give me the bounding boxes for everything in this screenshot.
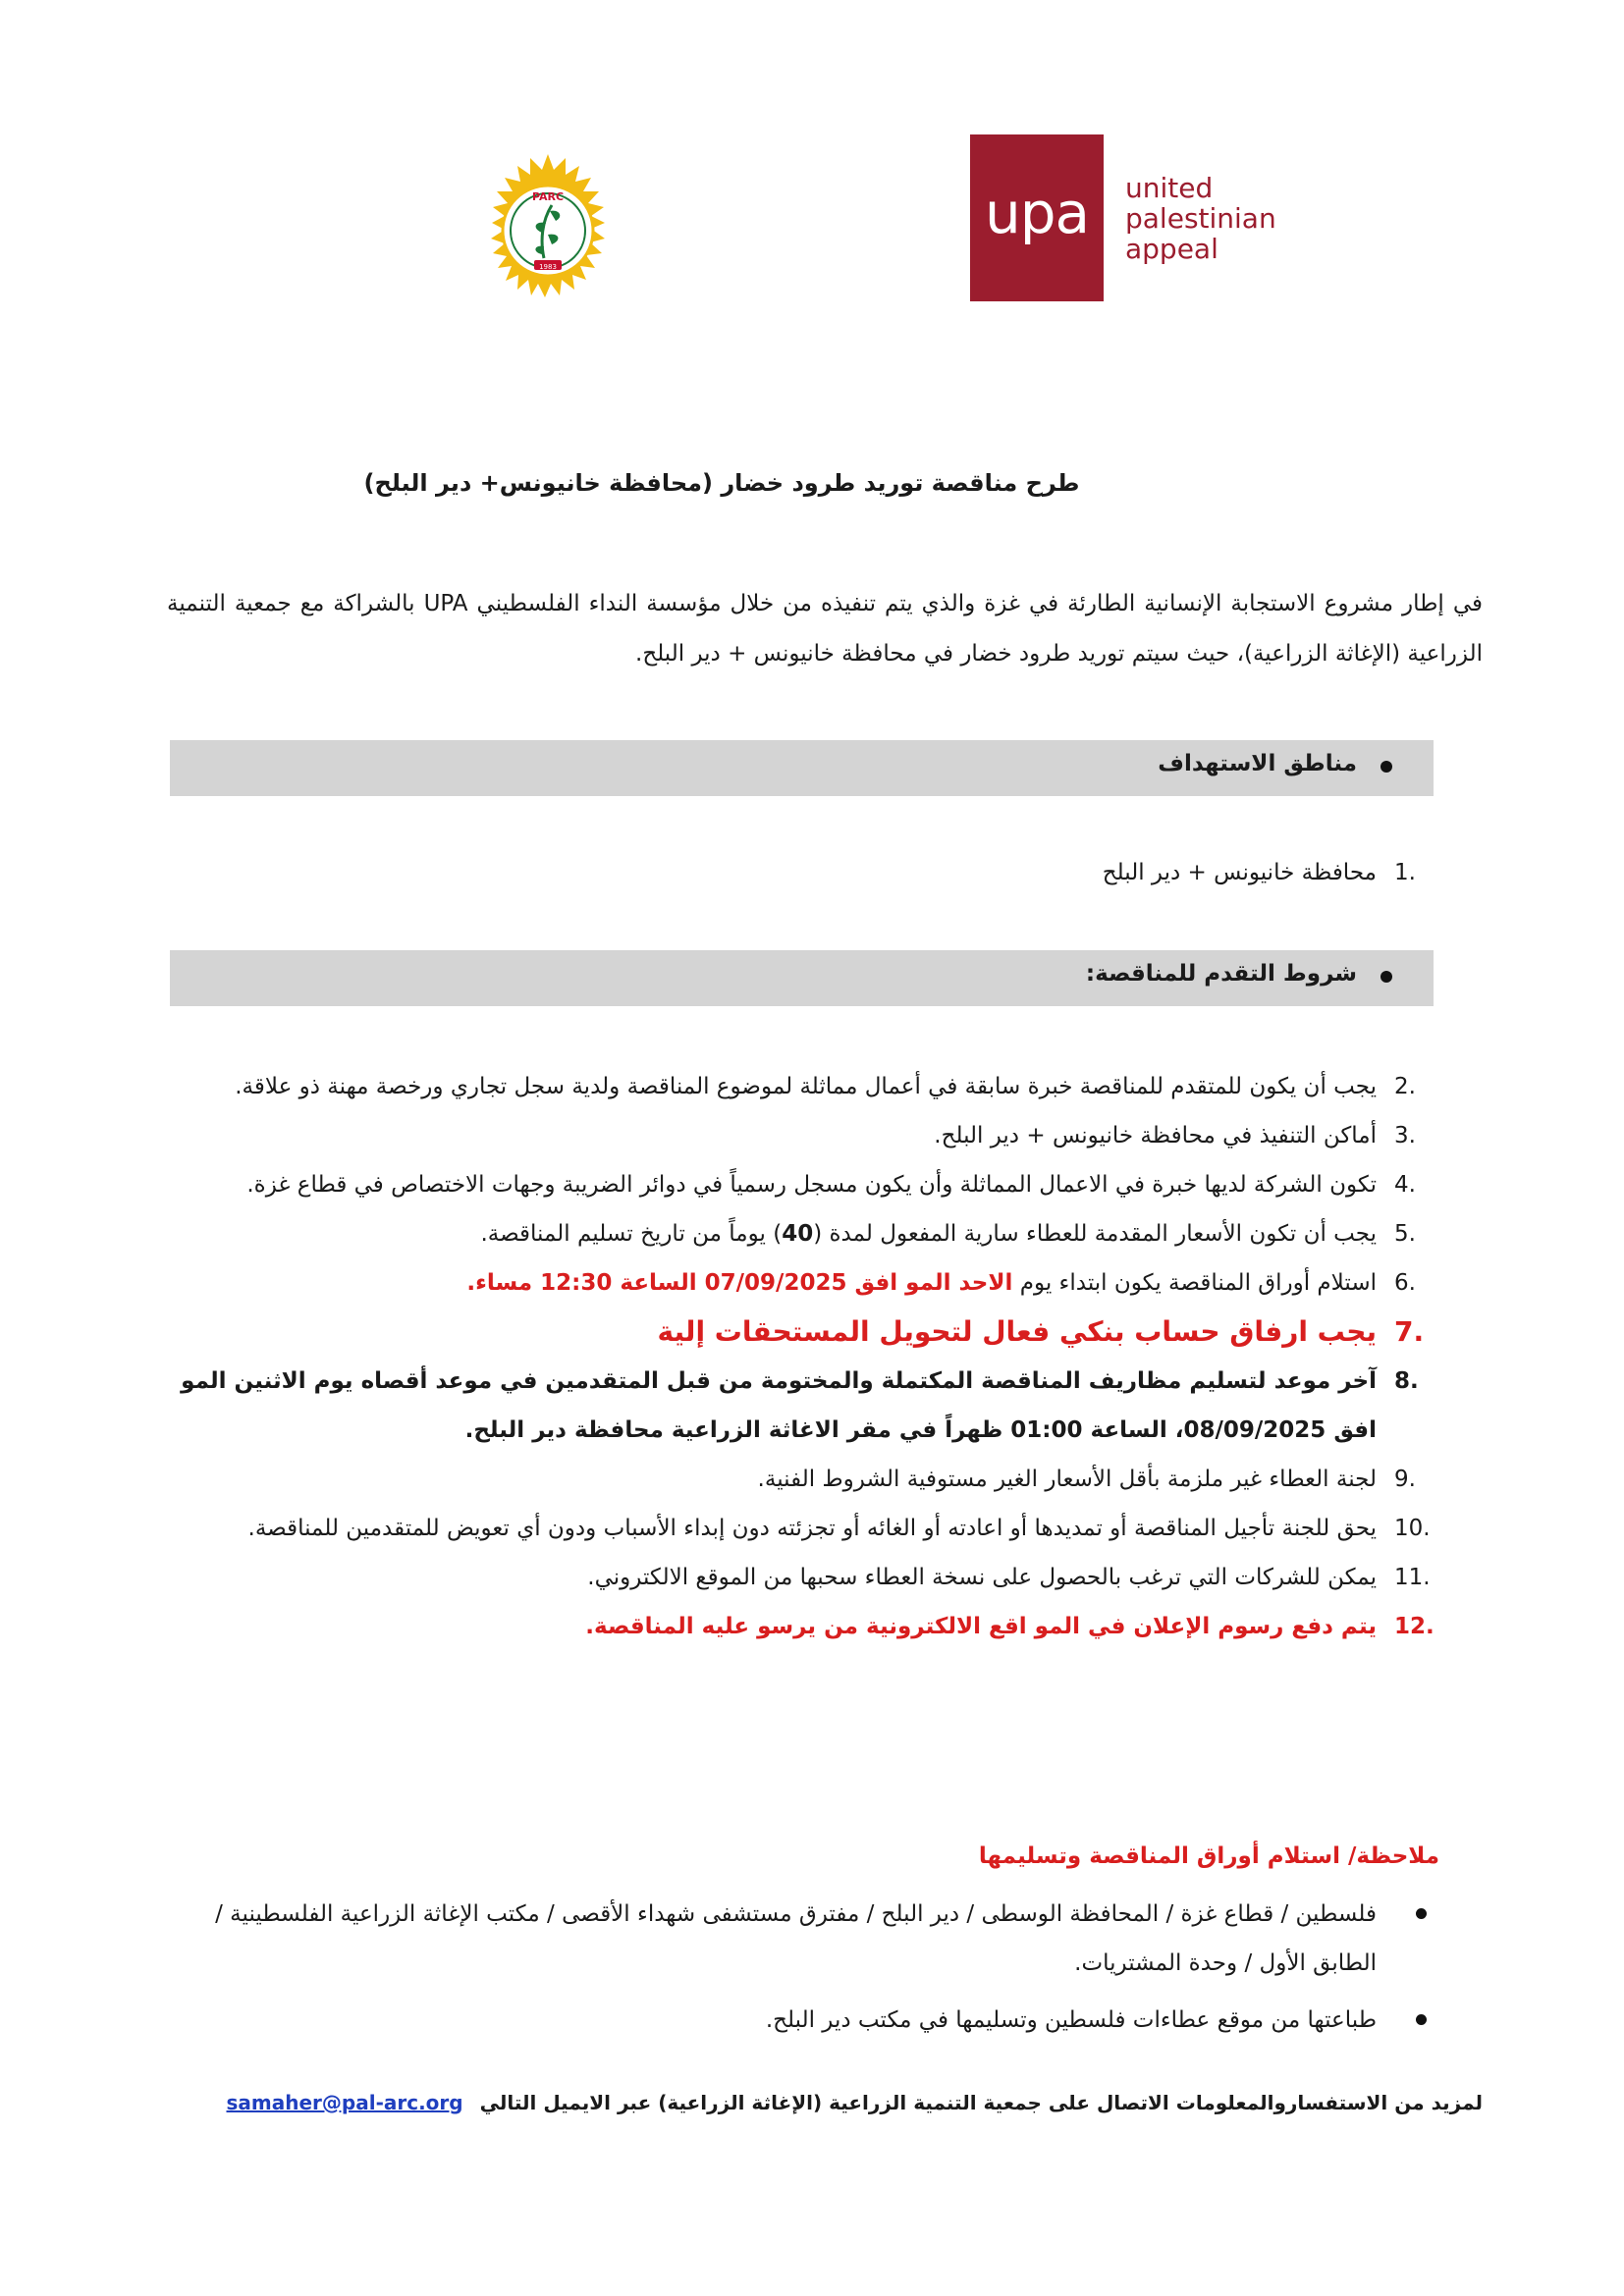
upa-logo-text [1125, 173, 1341, 264]
upa-text-line-3: appeal [1125, 233, 1218, 265]
bullet-icon [1416, 2014, 1427, 2025]
list-item [167, 1258, 1439, 1308]
note-item-text: فلسطين / قطاع غزة / المحافظة الوسطى / دير البلح / مفترق مستشفى شهداء الأقصى / مكتب الإغاثة الزراعية الفلسطينية / الطابق الأول / وحدة المشتريات. [215, 1901, 1377, 1976]
item-text: لجنة العطاء غير ملزمة بأقل الأسعار الغير مستوفية الشروط الفنية. [757, 1467, 1377, 1492]
validity-days: 40 [782, 1221, 814, 1247]
intro-paragraph: في إطار مشروع الاستجابة الإنسانية الطارئة في غزة والذي يتم تنفيذه من خلال مؤسسة النداء الفلسطيني UPA بالشراكة مع جمعية التنمية الزراعية (الإغاثة الزراعية)، حيث سيتم توريد طرود خضار في محافظة خانيونس + دير البلح. [167, 591, 1483, 667]
note-item [167, 1996, 1439, 2045]
item-number: 3. [1394, 1123, 1416, 1148]
item-text-part-b: ) يوماً من تاريخ تسليم المناقصة. [480, 1221, 783, 1247]
item-number: 7. [1394, 1315, 1425, 1348]
item-text: آخر موعد لتسليم مظاريف المناقصة المكتملة والمختومة من قبل المتقدمين في موعد أقصاه يوم الاثنين المو افق 08/09/2025، الساعة 01:00 ظهراً في مقر الاغاثة الزراعية محافظة دير البلح. [181, 1368, 1377, 1443]
item-text: يجب ارفاق حساب بنكي فعال لتحويل المستحقات إلية [657, 1315, 1377, 1348]
parc-logo [450, 152, 646, 309]
list-item [167, 848, 1439, 897]
target-areas-list [167, 848, 1439, 897]
item-number: 4. [1394, 1172, 1416, 1198]
list-item-bank-account [167, 1308, 1439, 1357]
upa-logo-mark: upa [984, 180, 1090, 246]
note-item [167, 1890, 1439, 1988]
item-number: 12. [1394, 1614, 1435, 1639]
item-number: 9. [1394, 1467, 1416, 1492]
item-number: 10. [1394, 1516, 1431, 1541]
contact-text: لمزيد من الاستفساروالمعلومات الاتصال على جمعية التنمية الزراعية (الإغاثة الزراعية) عبر الايميل التالي [479, 2091, 1483, 2114]
conditions-list [167, 1062, 1439, 1651]
item-text: محافظة خانيونس + دير البلح [1102, 860, 1377, 885]
section-header-target-areas [170, 740, 1434, 796]
list-item [167, 1160, 1439, 1209]
list-item [167, 1553, 1439, 1602]
parc-logo-text: PARC [531, 190, 565, 203]
list-item [167, 1455, 1439, 1504]
receipt-date-highlight: الاحد المو افق 07/09/2025 الساعة 12:30 مساء. [466, 1270, 1013, 1296]
list-item-ad-fees [167, 1602, 1439, 1651]
parc-sun-rays [491, 154, 605, 297]
item-number: 6. [1394, 1270, 1416, 1296]
section-label: مناطق الاستهداف [1158, 751, 1357, 776]
item-text: يحق للجنة تأجيل المناقصة أو تمديدها أو اعادته أو الغائه أو تجزئته دون إبداء الأسباب ودون أي تعويض للمتقدمين للمناقصة. [247, 1516, 1377, 1541]
bullet-icon [1416, 1908, 1427, 1919]
bullet-icon [1380, 761, 1392, 773]
contact-email-link[interactable]: samaher@pal-arc.org [226, 2091, 463, 2114]
item-text: تكون الشركة لديها خبرة في الاعمال المماثلة وأن يكون مسجل رسمياً في دوائر الضريبة وجهات الاختصاص في قطاع غزة. [246, 1172, 1377, 1198]
item-text-part-a: استلام أوراق المناقصة يكون ابتداء يوم [1012, 1270, 1377, 1296]
item-text: يتم دفع رسوم الإعلان في المو اقع الالكترونية من يرسو عليه المناقصة. [585, 1614, 1377, 1639]
item-text: أماكن التنفيذ في محافظة خانيونس + دير البلح. [934, 1123, 1377, 1148]
list-item [167, 1504, 1439, 1553]
note-list [167, 1890, 1439, 2053]
page-title: طرح مناقصة توريد طرود خضار (محافظة خانيونس+ دير البلح) [363, 469, 1080, 497]
item-number: 5. [1394, 1221, 1416, 1247]
list-item-deadline [167, 1357, 1439, 1455]
section-header-conditions [170, 950, 1434, 1006]
section-label: شروط التقدم للمناقصة: [1085, 961, 1357, 987]
item-number: 8. [1394, 1368, 1419, 1394]
item-number: 11. [1394, 1565, 1431, 1590]
upa-text-line-2: palestinian [1125, 202, 1276, 235]
item-number: 2. [1394, 1074, 1416, 1099]
parc-logo-year: 1983 [539, 263, 557, 271]
item-text: يجب أن يكون للمتقدم للمناقصة خبرة سابقة في أعمال مماثلة لموضوع المناقصة ولدية سجل تجاري ورخصة مهنة ذو علاقة. [235, 1074, 1377, 1099]
bullet-icon [1380, 971, 1392, 983]
upa-text-line-1: united [1125, 172, 1214, 204]
list-item [167, 1062, 1439, 1111]
item-number: 1. [1394, 860, 1416, 885]
list-item [167, 1111, 1439, 1160]
item-text-part-a: يجب أن تكون الأسعار المقدمة للعطاء سارية المفعول لمدة ( [813, 1221, 1377, 1247]
upa-logo [970, 134, 1104, 301]
note-title: ملاحظة/ استلام أوراق المناقصة وتسليمها [978, 1843, 1439, 1869]
contact-footer [167, 2091, 1483, 2114]
list-item [167, 1209, 1439, 1258]
item-text: يمكن للشركات التي ترغب بالحصول على نسخة العطاء سحبها من الموقع الالكتروني. [587, 1565, 1377, 1590]
note-item-text: طباعتها من موقع عطاءات فلسطين وتسليمها في مكتب دير البلح. [765, 2007, 1377, 2033]
